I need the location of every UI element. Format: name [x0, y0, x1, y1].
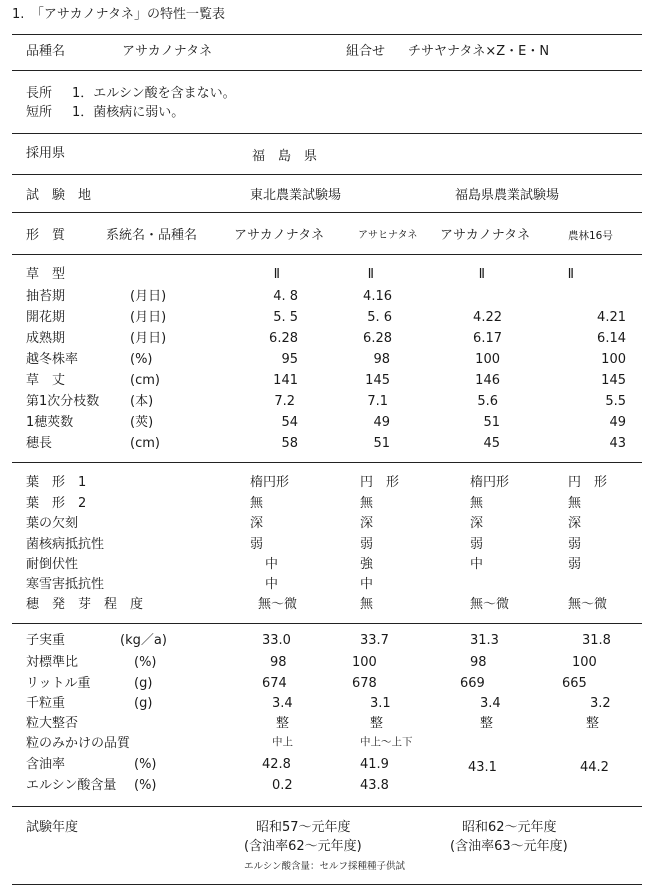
adopting-pref-label: 採用県 — [26, 146, 66, 161]
cell: 6.28 — [363, 331, 392, 346]
cell: 無 — [360, 496, 374, 511]
cell: 中 — [265, 557, 279, 572]
cross-value: チサヤナタネ×Z・E・N — [408, 44, 550, 59]
test-years-site2: 昭和62～元年度 — [462, 820, 557, 835]
adopting-pref-value: 福 島 県 — [252, 149, 318, 164]
cell: Ⅱ — [273, 267, 280, 282]
cell: 無 — [250, 496, 264, 511]
test-site-label: 試 験 地 — [26, 188, 92, 203]
table-row — [0, 353, 650, 373]
cell: 円 形 — [568, 475, 608, 490]
table-row — [0, 497, 650, 517]
table-row — [0, 290, 650, 310]
cell: 31.8 — [582, 633, 611, 648]
row-label: 含油率 — [26, 757, 66, 772]
row-unit: (kg／a) — [120, 633, 167, 648]
cell: 無 — [470, 496, 484, 511]
row-label: エルシン酸含量 — [26, 778, 117, 793]
cell: 弱 — [568, 537, 582, 552]
cell: 58 — [281, 436, 298, 451]
cell: 無～微 — [568, 597, 608, 612]
table-row — [0, 538, 650, 558]
trait-header-label: 形 質 — [26, 228, 66, 243]
row-label: 草 丈 — [26, 373, 66, 388]
row-unit: (cm) — [130, 436, 160, 451]
row-unit: (%) — [130, 352, 153, 367]
row-unit: (本) — [130, 394, 154, 409]
cell: 95 — [281, 352, 298, 367]
row-label: 粒のみかけの品質 — [26, 736, 131, 751]
cell: 弱 — [360, 537, 374, 552]
cell: 42.8 — [262, 757, 291, 772]
table-row — [0, 476, 650, 496]
cell: 強 — [360, 557, 374, 572]
test-years-site1: 昭和57～元年度 — [256, 820, 351, 835]
cell: 無 — [360, 597, 374, 612]
cell: 深 — [568, 516, 582, 531]
row-label: 葉の欠刻 — [26, 516, 79, 531]
row-label: 葉 形 1 — [26, 475, 87, 490]
table-row — [0, 634, 650, 654]
cell: 43.1 — [468, 760, 497, 775]
variety-name: アサカノナタネ — [122, 44, 213, 59]
cell: 43 — [609, 436, 626, 451]
cell: 5. 6 — [367, 310, 392, 325]
footnote: エルシン酸含量：セルフ採種種子供試 — [244, 861, 406, 872]
rule-sites — [12, 212, 642, 213]
cell: 整 — [586, 716, 600, 731]
cell: 146 — [475, 373, 500, 388]
cell: 678 — [352, 676, 377, 691]
page-title: 1. 「アサカノナタネ」の特性一覧表 — [12, 7, 225, 22]
cell: 6.14 — [597, 331, 626, 346]
merits-text: 1．エルシン酸を含まない。 — [72, 86, 236, 101]
cell: 100 — [601, 352, 626, 367]
test-years-site2-oil: (含油率63～元年度) — [450, 839, 568, 854]
table-row — [0, 416, 650, 436]
cell: 円 形 — [360, 475, 400, 490]
demerits-label: 短所 — [26, 105, 53, 120]
cell: 7.1 — [367, 394, 388, 409]
cell: 6.28 — [269, 331, 298, 346]
table-row — [0, 677, 650, 697]
rule-group2 — [12, 623, 642, 624]
cell: 54 — [281, 415, 298, 430]
row-label: 草 型 — [26, 267, 66, 282]
row-label: 千粒重 — [26, 696, 66, 711]
cell: 3.1 — [370, 696, 391, 711]
rule-merits — [12, 133, 642, 134]
cell: Ⅱ — [367, 267, 374, 282]
table-row — [0, 558, 650, 578]
cell: 51 — [483, 415, 500, 430]
table-row — [0, 268, 650, 288]
cell: 49 — [373, 415, 390, 430]
row-label: 子実重 — [26, 633, 66, 648]
cell: 深 — [250, 516, 264, 531]
table-row — [0, 517, 650, 537]
cell: 深 — [360, 516, 374, 531]
demerits-text: 1．菌核病に弱い。 — [72, 105, 185, 120]
row-label: 抽苔期 — [26, 289, 66, 304]
row-label: 成熟期 — [26, 331, 66, 346]
cell: 中上～上下 — [360, 736, 413, 748]
row-unit: (%) — [134, 655, 157, 670]
cell: 4.16 — [363, 289, 392, 304]
rule-variety — [12, 70, 642, 71]
cell: 4.22 — [473, 310, 502, 325]
table-row — [0, 758, 650, 778]
rule-pref — [12, 174, 642, 175]
cell: 3.4 — [480, 696, 501, 711]
col-header-1: アサカノナタネ — [234, 228, 325, 243]
row-unit: (cm) — [130, 373, 160, 388]
row-unit: (月日) — [130, 289, 167, 304]
cell: 無～微 — [470, 597, 510, 612]
table-row — [0, 437, 650, 457]
table-row — [0, 578, 650, 598]
table-row — [0, 395, 650, 415]
cell: 中 — [360, 577, 374, 592]
cell: 整 — [370, 716, 384, 731]
cell: 0.2 — [272, 778, 293, 793]
row-label: 菌核病抵抗性 — [26, 537, 105, 552]
rule-group1 — [12, 462, 642, 463]
cell: 100 — [475, 352, 500, 367]
row-label: リットル重 — [26, 676, 91, 691]
cell: 弱 — [470, 537, 484, 552]
cell: 弱 — [568, 557, 582, 572]
cell: 4. 8 — [273, 289, 298, 304]
cell: 665 — [562, 676, 587, 691]
row-label: 粒大整否 — [26, 716, 79, 731]
row-unit: (月日) — [130, 331, 167, 346]
cell: 5.6 — [477, 394, 498, 409]
cell: 44.2 — [580, 760, 609, 775]
test-years-label: 試験年度 — [26, 820, 79, 835]
cell: 5.5 — [605, 394, 626, 409]
cell: 98 — [470, 655, 487, 670]
cell: 7.2 — [274, 394, 295, 409]
row-label: 開花期 — [26, 310, 66, 325]
cell: 整 — [276, 716, 290, 731]
cell: 4.21 — [597, 310, 626, 325]
variety-header-label: 系統名・品種名 — [106, 228, 198, 243]
row-label: 第1次分枝数 — [26, 394, 100, 409]
table-row — [0, 656, 650, 676]
cell: 100 — [352, 655, 377, 670]
test-years-site1-oil: (含油率62～元年度) — [244, 839, 362, 854]
cell: 100 — [572, 655, 597, 670]
cell: 楕円形 — [470, 475, 510, 490]
cell: 無 — [568, 496, 582, 511]
cell: 3.2 — [590, 696, 611, 711]
cell: 98 — [270, 655, 287, 670]
variety-label: 品種名 — [26, 44, 66, 59]
cell: 145 — [601, 373, 626, 388]
table-row — [0, 779, 650, 799]
col-header-2: アサヒナタネ — [358, 230, 418, 241]
cell: 98 — [373, 352, 390, 367]
rule-group3 — [12, 806, 642, 807]
row-unit: (g) — [134, 696, 153, 711]
row-label: 越冬株率 — [26, 352, 79, 367]
merits-label: 長所 — [26, 86, 53, 101]
rule-header — [12, 254, 642, 255]
table-row — [0, 332, 650, 352]
cell: 33.7 — [360, 633, 389, 648]
row-label: 対標準比 — [26, 655, 79, 670]
col-header-4: 農林16号 — [568, 230, 613, 242]
cell: 145 — [365, 373, 390, 388]
cell: 674 — [262, 676, 287, 691]
row-unit: (莢) — [130, 415, 154, 430]
cell: 31.3 — [470, 633, 499, 648]
cell: 弱 — [250, 537, 264, 552]
cell: 669 — [460, 676, 485, 691]
cell: 中 — [265, 577, 279, 592]
row-label: 葉 形 2 — [26, 496, 87, 511]
col-header-3: アサカノナタネ — [440, 228, 531, 243]
table-row — [0, 598, 650, 618]
rule-bottom — [12, 884, 642, 885]
row-label: 穂長 — [26, 436, 53, 451]
row-unit: (%) — [134, 778, 157, 793]
cross-label: 組合せ — [346, 44, 386, 59]
test-site-1: 東北農業試験場 — [250, 188, 342, 203]
cell: Ⅱ — [567, 267, 574, 282]
cell: 深 — [470, 516, 484, 531]
cell: 51 — [373, 436, 390, 451]
test-site-2: 福島県農業試験場 — [455, 188, 560, 203]
cell: 41.9 — [360, 757, 389, 772]
table-row — [0, 737, 650, 757]
cell: 楕円形 — [250, 475, 290, 490]
cell: 141 — [273, 373, 298, 388]
cell: 中 — [470, 557, 484, 572]
cell: 3.4 — [272, 696, 293, 711]
cell: 5. 5 — [273, 310, 298, 325]
cell: 33.0 — [262, 633, 291, 648]
table-row — [0, 717, 650, 737]
cell: 中上 — [272, 736, 293, 748]
row-label: 寒雪害抵抗性 — [26, 577, 105, 592]
table-row — [0, 311, 650, 331]
row-label: 耐倒伏性 — [26, 557, 79, 572]
cell: Ⅱ — [478, 267, 485, 282]
cell: 6.17 — [473, 331, 502, 346]
row-unit: (月日) — [130, 310, 167, 325]
cell: 無～微 — [258, 597, 298, 612]
row-label: 1穂莢数 — [26, 415, 74, 430]
cell: 45 — [483, 436, 500, 451]
cell: 49 — [609, 415, 626, 430]
row-unit: (%) — [134, 757, 157, 772]
rule-top — [12, 34, 642, 35]
row-unit: (g) — [134, 676, 153, 691]
table-row — [0, 697, 650, 717]
table-row — [0, 374, 650, 394]
cell: 43.8 — [360, 778, 389, 793]
cell: 整 — [480, 716, 494, 731]
row-label: 穂 発 芽 程 度 — [26, 597, 144, 612]
